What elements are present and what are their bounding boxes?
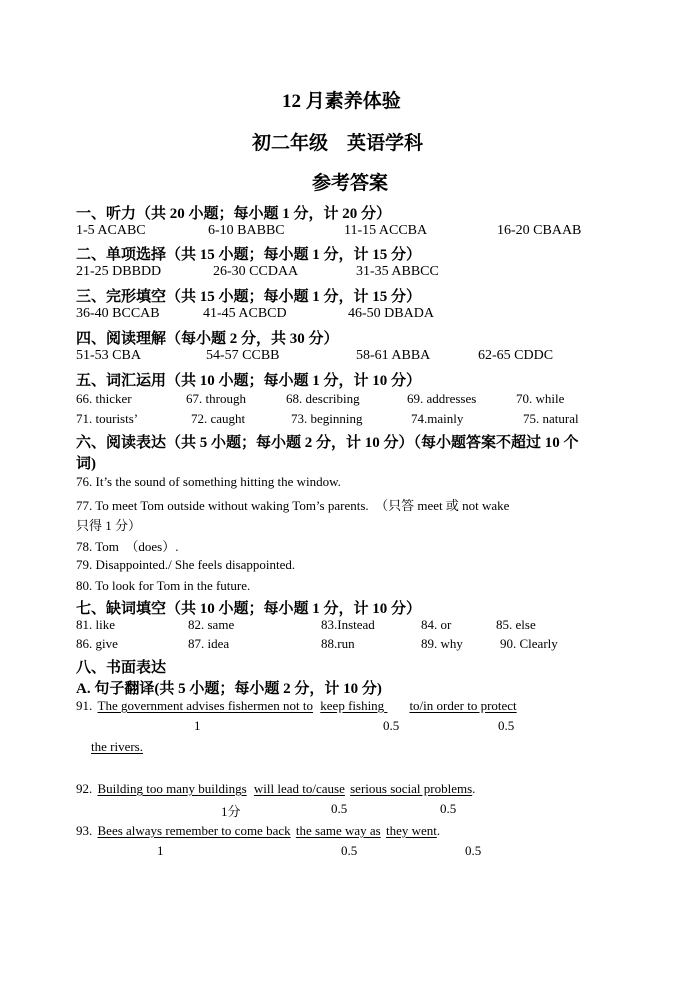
answer-segment: the rivers. [91,739,143,754]
section-8a-heading: A. 句子翻译(共 5 小题；每小题 2 分，计 10 分) [76,681,382,697]
vocab-answer: 72. caught [191,411,246,426]
question-number: 92. [76,781,93,796]
section-2-heading: 二、单项选择（共 15 小题；每小题 1 分，计 15 分） [76,247,422,263]
section-1-heading: 一、听力（共 20 小题；每小题 1 分，计 20 分） [76,206,392,222]
answer-group: 62-65 CDDC [478,348,554,363]
page-title: 12 月素养体验 [282,91,401,112]
cloze-answer: 85. else [496,617,536,632]
cloze-answer: 87. idea [188,636,230,651]
grade-subject-title: 初二年级 英语学科 [252,133,424,154]
answer-group: 1-5 ACABC [76,223,146,238]
cloze-answer: 82. same [188,617,235,632]
answer-group: 54-57 CCBB [206,348,280,363]
answer-group: 46-50 DBADA [348,306,434,321]
reference-answers-title: 参考答案 [312,173,389,194]
question-number: 93. [76,823,93,838]
answer-80: 80. To look for Tom in the future. [76,578,251,593]
answer-segment: to/in order to protect [409,698,517,713]
score-label: 1 [157,843,164,858]
vocab-answer: 68. describing [286,391,360,406]
translation-92 [76,781,475,797]
section-4-heading: 四、阅读理解（每小题 2 分，共 30 分） [76,331,339,347]
section-7-heading: 七、缺词填空（共 10 小题；每小题 1 分，计 10 分） [76,601,422,617]
score-label: 1分 [221,804,241,819]
answer-77: 77. To meet Tom outside without waking Tom’s parents. （只答 meet 或 not wake [76,498,510,513]
score-label: 0.5 [465,843,482,858]
answer-segment: keep fishing [320,698,385,713]
answer-segment: The government advises fishermen not to [97,698,314,713]
answer-segment: they went [385,823,437,838]
translation-91 [76,698,517,714]
question-number: 91. [76,698,93,713]
answer-segment: serious social problems [350,781,473,796]
score-label: 0.5 [331,801,348,816]
answer-group: 36-40 BCCAB [76,306,160,321]
vocab-answer: 67. through [186,391,246,406]
answer-79: 79. Disappointed./ She feels disappointed. [76,557,296,572]
vocab-answer: 71. tourists’ [76,411,139,426]
answer-group: 21-25 DBBDD [76,264,162,279]
answer-group: 11-15 ACCBA [344,223,428,238]
answer-78: 78. Tom （does）. [76,539,179,554]
translation-91-cont [91,739,143,755]
score-label: 0.5 [440,801,457,816]
period: . [436,823,441,838]
blank-underline [384,698,400,714]
translation-93 [76,823,440,839]
cloze-answer: 81. like [76,617,115,632]
score-label: 1 [194,718,201,733]
answer-group: 6-10 BABBC [208,223,285,238]
answer-segment: Bees always remember to come back [97,823,291,838]
answer-77-note: 只得 1 分） [76,518,142,533]
score-label: 0.5 [498,718,515,733]
answer-group: 31-35 ABBCC [356,264,439,279]
cloze-answer: 84. or [421,617,452,632]
vocab-answer: 75. natural [523,411,579,426]
section-6-heading-cont: 词) [76,456,96,472]
answer-group: 41-45 ACBCD [203,306,287,321]
answer-segment: will lead to/cause [253,781,345,796]
cloze-answer: 90. Clearly [500,636,558,651]
vocab-answer: 70. while [516,391,565,406]
score-label: 0.5 [341,843,358,858]
answer-group: 58-61 ABBA [356,348,431,363]
cloze-answer: 88.run [321,636,355,651]
section-5-heading: 五、词汇运用（共 10 小题；每小题 1 分，计 10 分） [76,373,422,389]
cloze-answer: 83.Instead [321,617,375,632]
answer-segment: the same way as [295,823,381,838]
score-label: 0.5 [383,718,400,733]
vocab-answer: 66. thicker [76,391,132,406]
answer-76: 76. It’s the sound of something hitting the window. [76,474,341,489]
section-6-heading: 六、阅读表达（共 5 小题；每小题 2 分，计 10 分）（每小题答案不超过 10 个 [76,435,579,451]
cloze-answer: 86. give [76,636,118,651]
cloze-answer: 89. why [421,636,463,651]
vocab-answer: 74.mainly [411,411,464,426]
section-3-heading: 三、完形填空（共 15 小题；每小题 1 分，计 15 分） [76,289,422,305]
section-8-heading: 八、书面表达 [76,660,167,676]
vocab-answer: 73. beginning [291,411,363,426]
period: . [472,781,476,796]
answer-group: 16-20 CBAAB [497,223,582,238]
answer-group: 26-30 CCDAA [213,264,299,279]
vocab-answer: 69. addresses [407,391,477,406]
answer-group: 51-53 CBA [76,348,141,363]
answer-segment: Building too many buildings [97,781,247,796]
